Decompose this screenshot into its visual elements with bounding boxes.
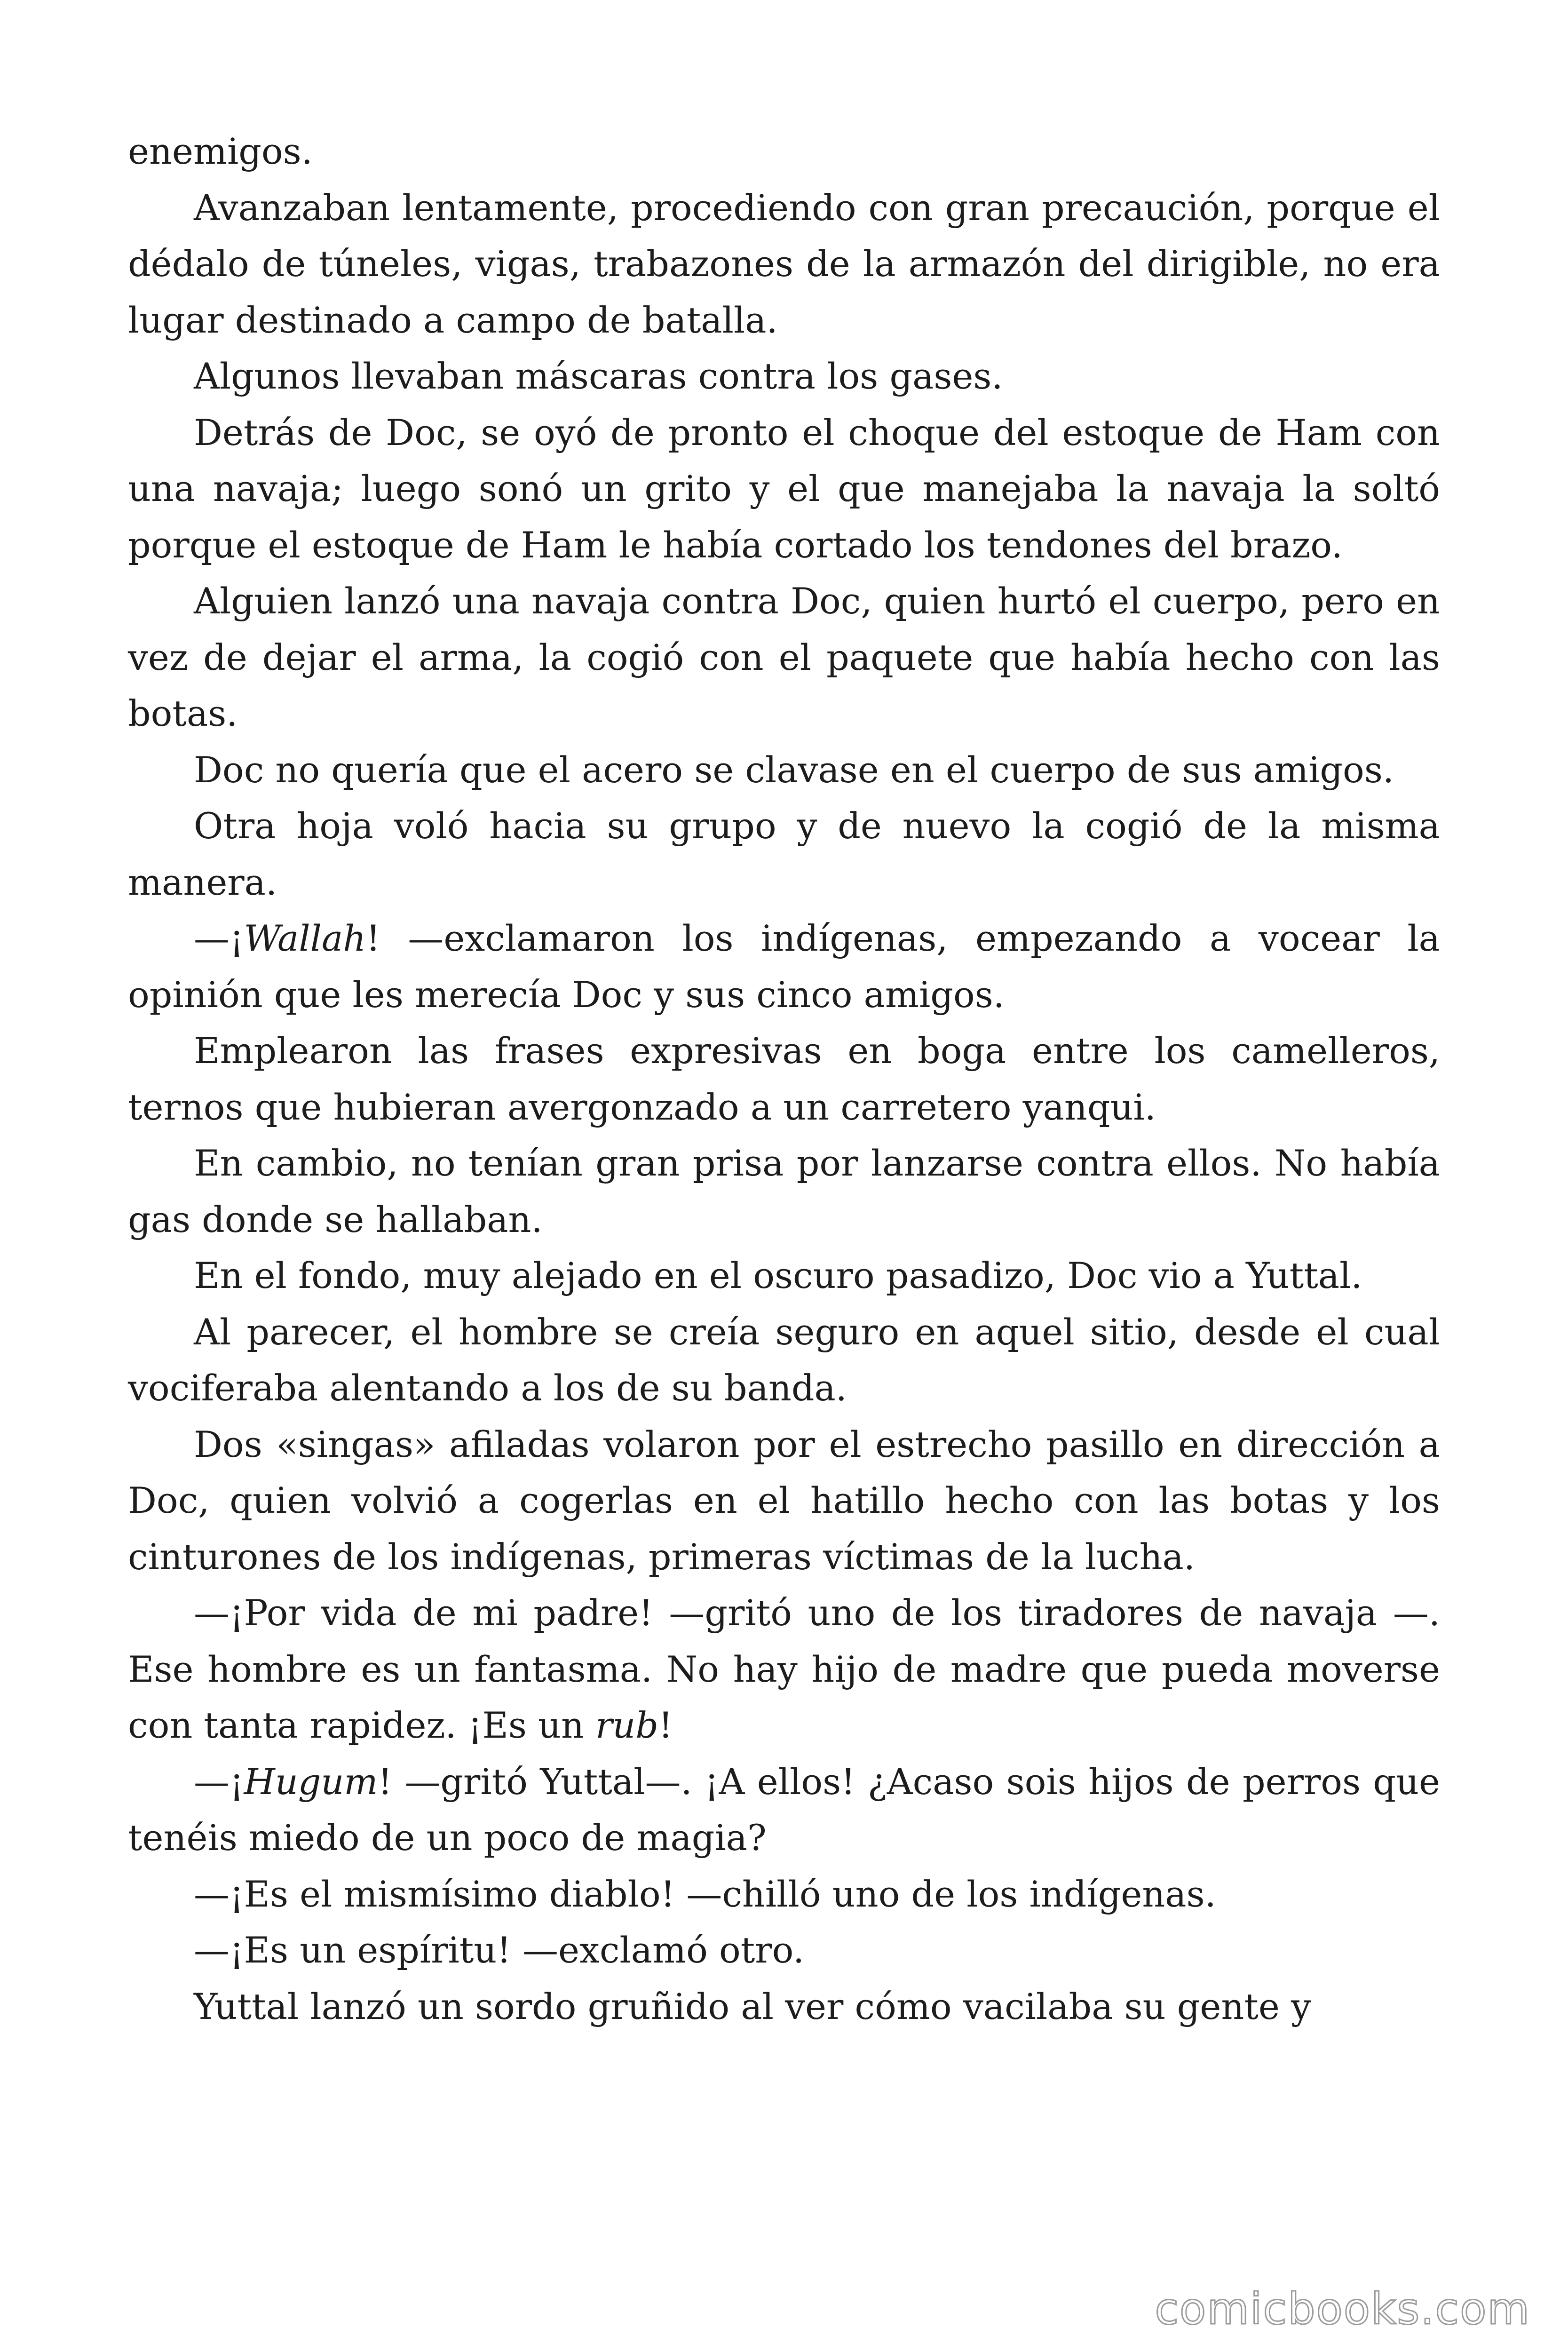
paragraph: Doc no quería que el acero se clavase en el cuerpo de sus amigos. — [194, 748, 1394, 791]
paragraph-text: —¡ — [194, 1760, 244, 1803]
paragraph: En el fondo, muy alejado en el oscuro pasadizo, Doc vio a Yuttal. — [194, 1255, 1362, 1296]
paragraph-text: —¡Por vida de mi padre! —gritó uno de los tiradores de navaja —. Ese hombre es un fantasma. No hay hijo de madre que pueda moverse con tanta rapidez. ¡Es un — [128, 1592, 1440, 1746]
paragraph: enemigos. — [128, 130, 313, 172]
paragraph: Dos «singas» afiladas volaron por el estrecho pasillo en dirección a Doc, quien volvió a cogerlas en el hatillo hecho con las botas y los cinturones de los indígenas, primeras víctimas de la lucha. — [128, 1423, 1440, 1578]
paragraph: En cambio, no tenían gran prisa por lanzarse contra ellos. No había gas donde se hallaban. — [128, 1142, 1440, 1240]
paragraph: Avanzaban lentamente, procediendo con gran precaución, porque el dédalo de túneles, vigas, trabazones de la armazón del dirigible, no era lugar destinado a campo de batalla. — [128, 186, 1440, 341]
paragraph-text: —¡ — [194, 917, 244, 959]
italic-text: Hugum — [244, 1760, 378, 1803]
paragraph: Alguien lanzó una navaja contra Doc, quien hurtó el cuerpo, pero en vez de dejar el arma, la cogió con el paquete que había hecho con las botas. — [128, 580, 1440, 734]
watermark-logo: comicbooks.com — [1155, 2284, 1530, 2334]
paragraph-text: ! — [658, 1704, 673, 1746]
paragraph-text: ! —gritó Yuttal—. ¡A ellos! ¿Acaso sois hijos de perros que tenéis miedo de un poco de magia? — [128, 1760, 1440, 1859]
paragraph — [128, 1585, 1440, 1754]
paragraph: Detrás de Doc, se oyó de pronto el choque del estoque de Ham con una navaja; luego sonó un grito y el que manejaba la navaja la soltó porque el estoque de Ham le había cortado los tendones del brazo. — [128, 411, 1440, 566]
paragraph — [128, 910, 1440, 1023]
paragraph: Algunos llevaban máscaras contra los gases. — [194, 355, 1003, 397]
italic-text: rub — [595, 1704, 658, 1746]
italic-text: Wallah — [244, 917, 366, 959]
page-text — [128, 123, 1440, 2034]
paragraph: —¡Es el mismísimo diablo! —chilló uno de los indígenas. — [194, 1873, 1216, 1915]
paragraph-text: ! —exclamaron los indígenas, empezando a vocear la opinión que les merecía Doc y sus cinco amigos. — [128, 917, 1440, 1016]
paragraph: —¡Es un espíritu! —exclamó otro. — [194, 1929, 805, 1971]
paragraph: Yuttal lanzó un sordo gruñido al ver cómo vacilaba su gente y — [194, 1985, 1311, 2027]
paragraph: Otra hoja voló hacia su grupo y de nuevo la cogió de la misma manera. — [128, 805, 1440, 903]
paragraph: Al parecer, el hombre se creía seguro en aquel sitio, desde el cual vociferaba alentando a los de su banda. — [128, 1311, 1440, 1409]
paragraph — [128, 1754, 1440, 1866]
paragraph: Emplearon las frases expresivas en boga entre los camelleros, ternos que hubieran avergonzado a un carretero yanqui. — [128, 1030, 1440, 1128]
